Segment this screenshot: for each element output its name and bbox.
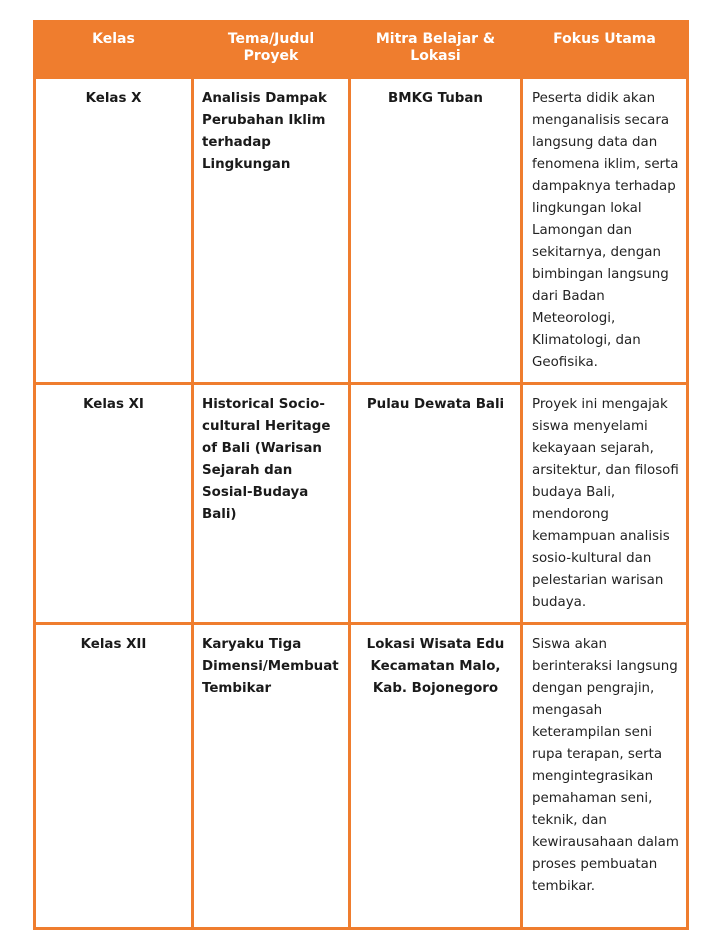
- cell-kelas: Kelas XII: [35, 624, 193, 929]
- header-kelas: Kelas: [35, 22, 193, 78]
- cell-tema: Karyaku Tiga Dimensi/Membuat Tembikar: [193, 624, 350, 929]
- header-tema: Tema/Judul Proyek: [193, 22, 350, 78]
- cell-mitra: Pulau Dewata Bali: [350, 384, 522, 624]
- table-row: [35, 384, 688, 624]
- cell-kelas: Kelas XI: [35, 384, 193, 624]
- cell-mitra: BMKG Tuban: [350, 78, 522, 384]
- cell-tema: Analisis Dampak Perubahan Iklim terhadap Lingkungan: [193, 78, 350, 384]
- cell-tema: Historical Socio-cultural Heritage of Bali (Warisan Sejarah dan Sosial-Budaya Bali): [193, 384, 350, 624]
- cell-kelas: Kelas X: [35, 78, 193, 384]
- header-mitra: Mitra Belajar & Lokasi: [350, 22, 522, 78]
- project-table: [33, 20, 689, 930]
- table-header-row: [35, 22, 688, 78]
- table-row: [35, 78, 688, 384]
- cell-fokus: Siswa akan berinteraksi langsung dengan pengrajin, mengasah keterampilan seni rupa terapan, serta mengintegrasikan pemahaman seni, teknik, dan kewirausahaan dalam proses pembuatan tembikar.: [522, 624, 688, 929]
- header-fokus: Fokus Utama: [522, 22, 688, 78]
- cell-fokus: Proyek ini mengajak siswa menyelami kekayaan sejarah, arsitektur, dan filosofi budaya Bali, mendorong kemampuan analisis sosio-kultural dan pelestarian warisan budaya.: [522, 384, 688, 624]
- cell-fokus: Peserta didik akan menganalisis secara langsung data dan fenomena iklim, serta dampaknya terhadap lingkungan lokal Lamongan dan sekitarnya, dengan bimbingan langsung dari Badan Meteorologi, Klimatologi, dan Geofisika.: [522, 78, 688, 384]
- cell-mitra: Lokasi Wisata Edu Kecamatan Malo, Kab. Bojonegoro: [350, 624, 522, 929]
- table-row: [35, 624, 688, 929]
